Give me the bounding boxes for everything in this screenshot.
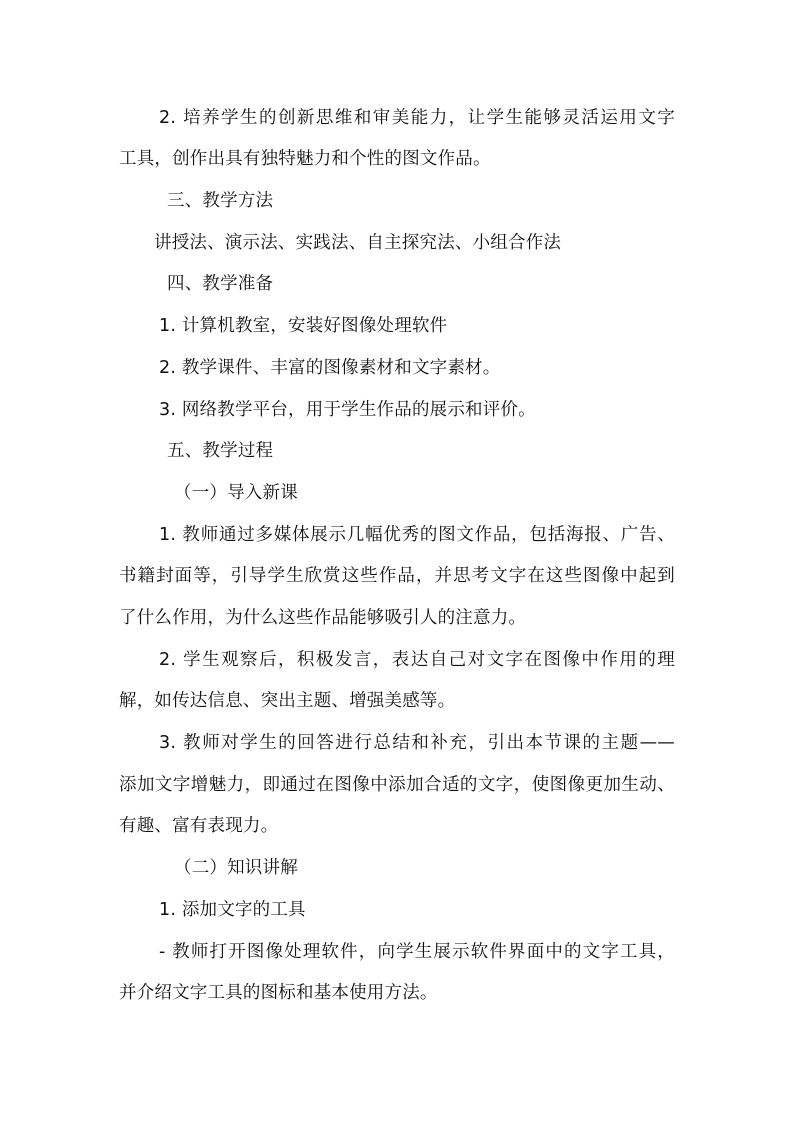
intro-item-2-line-2: 解，如传达信息、突出主题、增强美感等。 xyxy=(119,691,456,711)
goal-2-line-1: 2. 培养学生的创新思维和审美能力，让学生能够灵活运用文字 xyxy=(159,108,675,128)
heading-teaching-process: 五、教学过程 xyxy=(167,441,274,461)
intro-item-3-line-3: 有趣、富有表现力。 xyxy=(119,816,279,836)
knowledge-detail-line-1: - 教师打开图像处理软件，向学生展示软件界面中的文字工具， xyxy=(159,942,675,962)
intro-item-1-line-2: 书籍封面等，引导学生欣赏这些作品，并思考文字在这些图像中起到 xyxy=(119,566,675,586)
heading-teaching-methods: 三、教学方法 xyxy=(167,191,274,211)
intro-item-3-line-2: 添加文字增魅力，即通过在图像中添加合适的文字，使图像更加生动、 xyxy=(119,775,675,795)
intro-item-3-line-1: 3. 教师对学生的回答进行总结和补充，引出本节课的主题—— xyxy=(159,733,675,753)
intro-item-1-line-3: 了什么作用，为什么这些作品能够吸引人的注意力。 xyxy=(119,608,527,628)
intro-item-1-line-1: 1. 教师通过多媒体展示几幅优秀的图文作品，包括海报、广告、 xyxy=(159,525,675,545)
knowledge-item-1: 1. 添加文字的工具 xyxy=(159,900,306,920)
preparation-item-1: 1. 计算机教室，安装好图像处理软件 xyxy=(159,316,448,336)
teaching-methods-text: 讲授法、演示法、实践法、自主探究法、小组合作法 xyxy=(154,233,562,253)
intro-item-2-line-1: 2. 学生观察后，积极发言，表达自己对文字在图像中作用的理 xyxy=(159,650,675,670)
goal-2-line-2: 工具，创作出具有独特魅力和个性的图文作品。 xyxy=(119,149,491,169)
preparation-item-2: 2. 教学课件、丰富的图像素材和文字素材。 xyxy=(159,358,501,378)
heading-teaching-preparation: 四、教学准备 xyxy=(167,274,274,294)
subheading-introduction: （一）导入新课 xyxy=(174,483,298,503)
knowledge-detail-line-2: 并介绍文字工具的图标和基本使用方法。 xyxy=(119,983,438,1003)
preparation-item-3: 3. 网络教学平台，用于学生作品的展示和评价。 xyxy=(159,400,536,420)
subheading-knowledge-explanation: （二）知识讲解 xyxy=(174,858,298,878)
